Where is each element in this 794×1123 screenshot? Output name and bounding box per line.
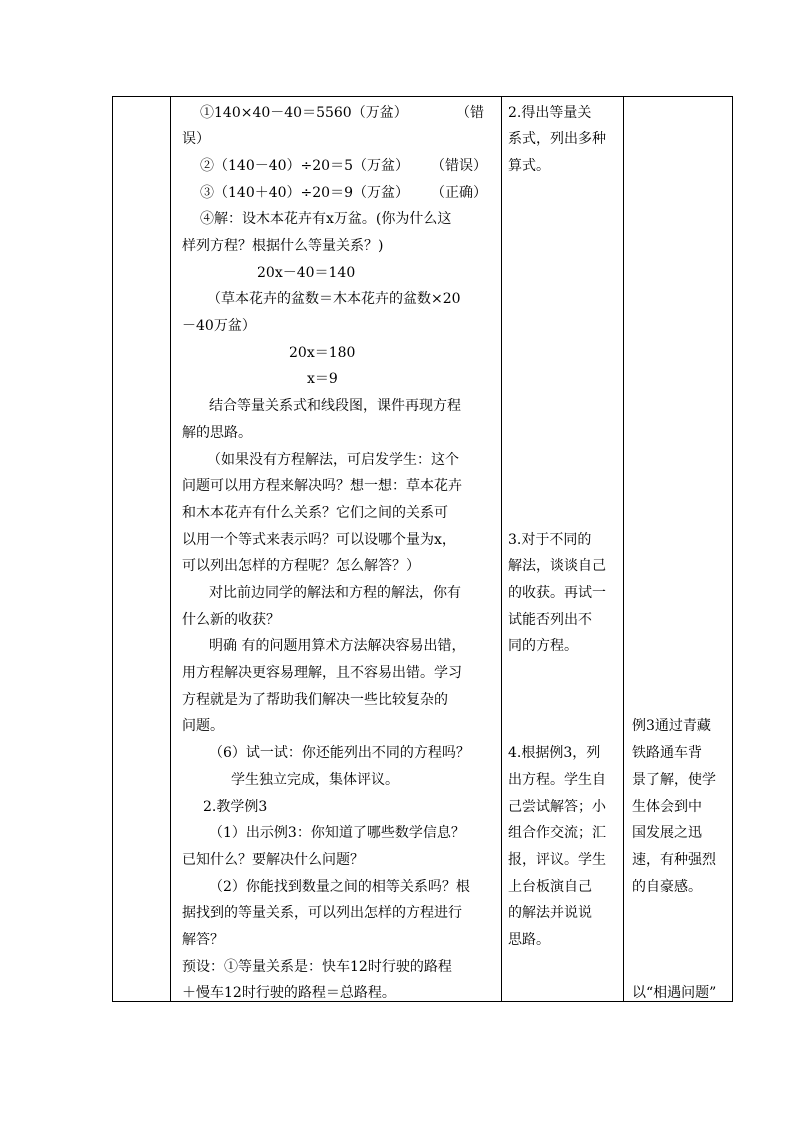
note-line: 生体会到中 (632, 799, 702, 815)
activity-line: 2.得出等量关 (508, 105, 592, 121)
activity-line: 的收获。再试一 (508, 585, 606, 601)
activity-line: 解法，谈谈自己 (508, 558, 606, 574)
main-line: 方程就是为了帮助我们解决一些比较复杂的 (182, 692, 448, 708)
activity-line: 的解法并说说 (508, 905, 592, 921)
main-line: （1）出示例3：你知道了哪些数学信息？ (209, 825, 465, 841)
main-line: ＋慢车12时行驶的路程＝总路程。 (182, 985, 396, 1001)
activity-line: 算式。 (508, 158, 550, 174)
main-line: 可以列出怎样的方程呢？怎么解答？） (182, 558, 420, 574)
main-line: 误） (182, 131, 210, 147)
activity-line: 同的方程。 (508, 638, 578, 654)
note-line: 铁路通车背 (632, 745, 702, 761)
main-line: （错 (456, 105, 484, 121)
activity-line: 系式，列出多种 (508, 131, 606, 147)
equation: x＝9 (307, 371, 338, 387)
main-line: （草本花卉的盆数＝木本花卉的盆数×20 (207, 291, 461, 307)
main-line: 样列方程？根据什么等量关系？) (182, 238, 384, 254)
main-line: 2.教学例3 (203, 799, 268, 815)
activity-line: 己尝试解答；小 (508, 799, 606, 815)
main-line: 对比前边同学的解法和方程的解法，你有 (209, 585, 461, 601)
activity-line: 上台板演自己 (508, 879, 592, 895)
activity-line: 组合作交流；汇 (508, 825, 606, 841)
main-line: （2）你能找到数量之间的相等关系吗？根 (209, 879, 470, 895)
main-line: （错误） (431, 158, 487, 174)
main-line: （6）试一试：你还能列出不同的方程吗？ (209, 745, 470, 761)
main-line: 学生独立完成，集体评议。 (231, 772, 399, 788)
main-line: 解的思路。 (182, 425, 252, 441)
column-divider (170, 97, 171, 1001)
activity-line: 试能否列出不 (508, 612, 592, 628)
main-line: （正确） (431, 185, 487, 201)
equation: 20x＝180 (289, 345, 356, 361)
note-line: 以“相遇问题” (632, 985, 717, 1001)
main-line: 用方程解决更容易理解，且不容易出错。学习 (182, 665, 462, 681)
activity-line: 报，评议。学生 (508, 852, 606, 868)
main-line: 什么新的收获？ (182, 612, 280, 628)
main-line: 已知什么？要解决什么问题？ (182, 852, 364, 868)
column-divider (623, 97, 624, 1001)
activity-line: 思路。 (508, 932, 550, 948)
note-line: 例3通过青藏 (632, 718, 711, 734)
main-line: ②（140－40）÷20＝5（万盆） (200, 158, 409, 174)
main-line: 结合等量关系式和线段图，课件再现方程 (209, 398, 461, 414)
main-line: 问题可以用方程来解决吗？想一想：草本花卉 (182, 478, 462, 494)
main-line: （如果没有方程解法，可启发学生：这个 (207, 452, 459, 468)
main-line: ①140×40－40＝5560（万盆） (200, 105, 408, 121)
activity-line: 出方程。学生自 (508, 772, 606, 788)
activity-line: 3.对于不同的 (508, 532, 592, 548)
note-line: 速，有种强烈 (632, 852, 716, 868)
main-line: 问题。 (182, 718, 224, 734)
equation: 20x－40＝140 (257, 265, 356, 281)
main-line: 以用一个等式来表示吗？可以设哪个量为x， (182, 532, 456, 548)
note-line: 的自豪感。 (632, 879, 702, 895)
main-line: ③（140＋40）÷20＝9（万盆） (200, 185, 409, 201)
main-line: 明确 有的问题用算术方法解决容易出错， (209, 638, 466, 654)
main-line: －40万盆） (182, 318, 256, 334)
main-line: 据找到的等量关系，可以列出怎样的方程进行 (182, 905, 462, 921)
activity-line: 4.根据例3，列 (508, 745, 601, 761)
main-line: 预设：①等量关系是：快车12时行驶的路程 (182, 959, 452, 975)
main-line: 和木本花卉有什么关系？它们之间的关系可 (182, 505, 448, 521)
main-line: ④解：设木本花卉有x万盆。(你为什么这 (200, 211, 452, 227)
column-divider (501, 97, 502, 1001)
note-line: 景了解，使学 (632, 772, 716, 788)
main-line: 解答？ (182, 932, 224, 948)
note-line: 国发展之迅 (632, 825, 702, 841)
